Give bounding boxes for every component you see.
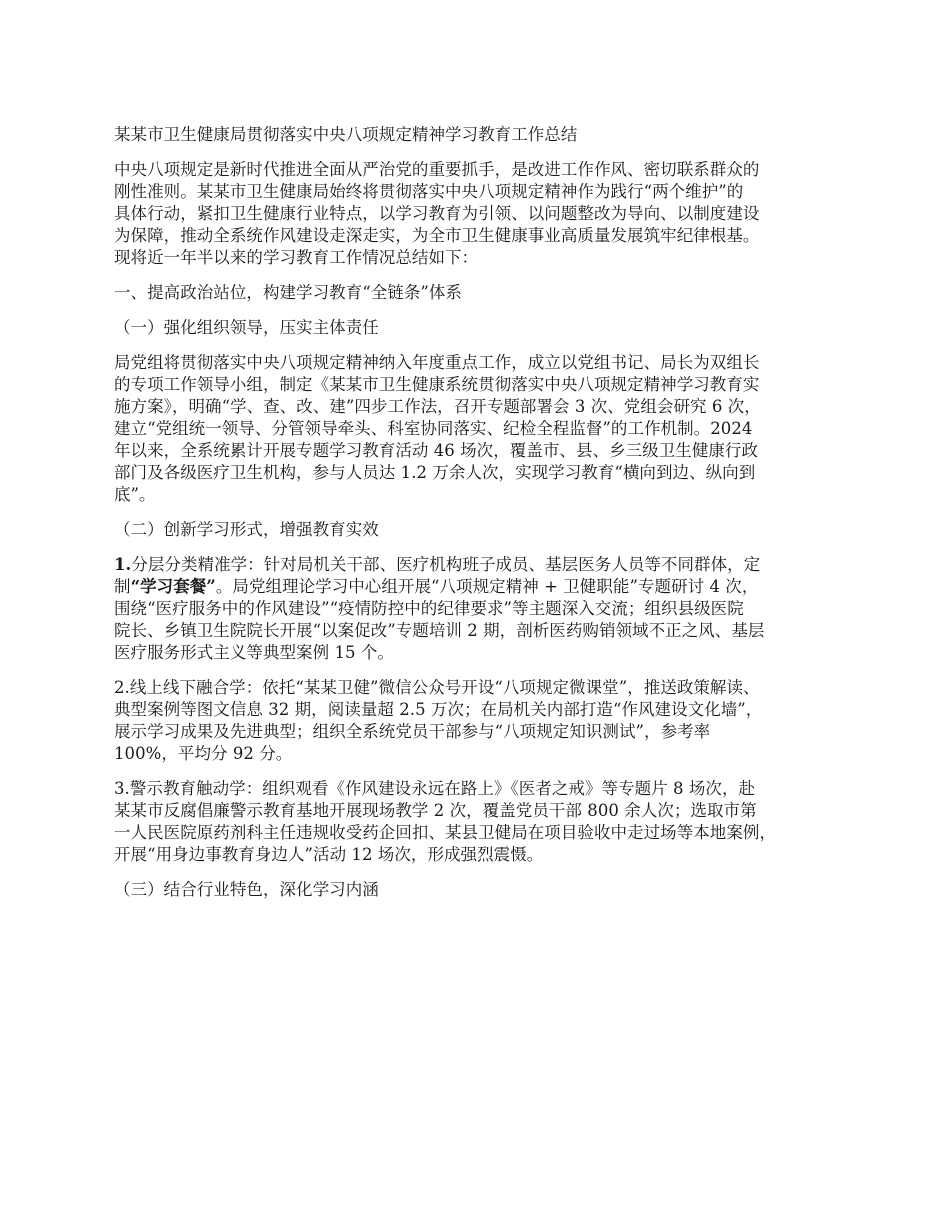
paragraph-line: 围绕“医疗服务中的作风建设”“疫情防控中的纪律要求”等主题深入交流；组织县级医院 (114, 599, 744, 618)
paragraph-line: 施方案》，明确“学、查、改、建”四步工作法，召开专题部署会 3 次、党组会研究 6 次， (114, 397, 761, 416)
paragraph-line: 院长、乡镇卫生院院长开展“以案促改”专题培训 2 期，剖析医药购销领域不正之风、基层 (114, 621, 765, 640)
document-page (114, 124, 874, 914)
intro-line: 中央八项规定是新时代推进全面从严治党的重要抓手，是改进工作作风、密切联系群众的 (114, 160, 760, 179)
paragraph-line: 开展“用身边事教育身边人”活动 12 场次，形成强烈震慑。 (114, 845, 544, 864)
item-text: 。局党组理论学习中心组开展“八项规定精神 + 卫健职能”专题研讨 4 次， (215, 577, 759, 596)
subsection-2-heading: （二）创新学习形式，增强教育实效 (114, 520, 379, 539)
intro-line: 为保障，推动全系统作风建设走深走实，为全市卫生健康事业高质量发展筑牢纪律根基。 (114, 226, 760, 245)
paragraph-line: 某某市反腐倡廉警示教育基地开展现场教学 2 次，覆盖党员干部 800 余人次；选取市第 (114, 801, 757, 820)
paragraph-line: 建立“党组统一领导、分管领导牵头、科室协同落实、纪检全程监督”的工作机制。2024 (114, 419, 753, 438)
item-text: 制 (114, 577, 131, 596)
paragraph-line: 部门及各级医疗卫生机构，参与人员达 1.2 万余人次，实现学习教育“横向到边、纵向到 (114, 463, 756, 482)
section-1-heading: 一、提高政治站位，构建学习教育“全链条”体系 (114, 283, 462, 302)
intro-line: 具体行动，紧扣卫生健康行业特点，以学习教育为引领、以问题整改为导向、以制度建设 (114, 204, 760, 223)
item-3-paragraph (114, 778, 874, 866)
subsection-1-paragraph (114, 352, 874, 506)
paragraph-line: 底”。 (114, 485, 156, 504)
subsection-3-heading: （三）结合行业特色，深化学习内涵 (114, 880, 379, 899)
paragraph-line: 的专项工作领导小组，制定《某某市卫生健康系统贯彻落实中央八项规定精神学习教育实 (114, 375, 760, 394)
paragraph-line: 医疗服务形式主义等典型案例 15 个。 (114, 643, 394, 662)
intro-line: 刚性准则。某某市卫生健康局始终将贯彻落实中央八项规定精神作为践行“两个维护”的 (114, 182, 744, 201)
item-2-paragraph (114, 677, 874, 765)
paragraph-line: 2.线上线下融合学：依托“某某卫健”微信公众号开设“八项规定微课堂”，推送政策解读、 (114, 678, 760, 697)
bold-phrase: “学习套餐” (130, 577, 216, 596)
paragraph-line: 局党组将贯彻落实中央八项规定精神纳入年度重点工作，成立以党组书记、局长为双组长 (114, 353, 760, 372)
paragraph-line: 100%，平均分 92 分。 (114, 744, 293, 763)
paragraph-line: 年以来，全系统累计开展专题学习教育活动 46 场次，覆盖市、县、乡三级卫生健康行政 (114, 441, 759, 460)
item-1-paragraph (114, 554, 874, 664)
item-number: 1. (114, 555, 132, 574)
paragraph-line: 典型案例等图文信息 32 期，阅读量超 2.5 万次；在局机关内部打造“作风建设文化墙”， (114, 700, 763, 719)
paragraph-line (114, 554, 874, 576)
item-text: 分层分类精准学：针对局机关干部、医疗机构班子成员、基层医务人员等不同群体，定 (131, 555, 761, 574)
document-title: 某某市卫生健康局贯彻落实中央八项规定精神学习教育工作总结 (114, 125, 578, 144)
paragraph-line: 一人民医院原药剂科主任违规收受药企回扣、某县卫健局在项目验收中走过场等本地案例， (114, 823, 776, 842)
subsection-1-heading: （一）强化组织领导，压实主体责任 (114, 318, 379, 337)
intro-line: 现将近一年半以来的学习教育工作情况总结如下： (114, 248, 479, 267)
paragraph-line: 3.警示教育触动学：组织观看《作风建设永远在路上》《医者之戒》等专题片 8 场次，赴 (114, 779, 756, 798)
paragraph-line (114, 576, 874, 598)
intro-paragraph (114, 159, 874, 269)
paragraph-line: 展示学习成果及先进典型；组织全系统党员干部参与“八项规定知识测试”，参考率 (114, 722, 711, 741)
